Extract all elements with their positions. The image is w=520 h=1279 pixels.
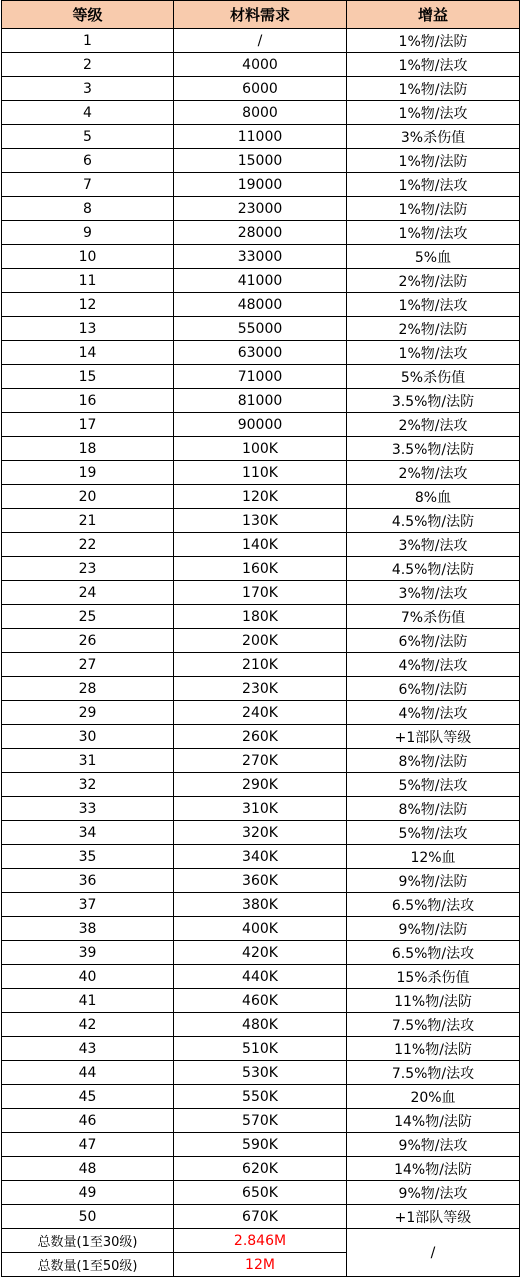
upgrade-table [1, 0, 520, 1277]
cell-level: 11 [2, 269, 174, 293]
table-row [2, 1037, 520, 1061]
cell-level: 37 [2, 893, 174, 917]
cell-gain: 3.5%物/法防 [347, 437, 520, 461]
cell-material: 510K [174, 1037, 347, 1061]
cell-material: 480K [174, 1013, 347, 1037]
table-row [2, 29, 520, 53]
cell-level: 12 [2, 293, 174, 317]
cell-material: 570K [174, 1109, 347, 1133]
cell-material: 41000 [174, 269, 347, 293]
cell-level: 23 [2, 557, 174, 581]
total-row [2, 1229, 520, 1253]
table-row [2, 821, 520, 845]
cell-level: 6 [2, 149, 174, 173]
cell-material: 200K [174, 629, 347, 653]
table-header [2, 1, 520, 29]
cell-gain: 1%物/法攻 [347, 341, 520, 365]
cell-level: 41 [2, 989, 174, 1013]
table-row [2, 365, 520, 389]
table-row [2, 245, 520, 269]
cell-gain: 11%物/法防 [347, 1037, 520, 1061]
cell-gain: 9%物/法防 [347, 917, 520, 941]
header-level: 等级 [2, 1, 174, 29]
cell-material: 140K [174, 533, 347, 557]
table-row [2, 197, 520, 221]
cell-level: 14 [2, 341, 174, 365]
cell-material: 8000 [174, 101, 347, 125]
cell-gain: 6%物/法防 [347, 629, 520, 653]
cell-gain: 7.5%物/法攻 [347, 1061, 520, 1085]
cell-level: 16 [2, 389, 174, 413]
cell-gain: 3%物/法攻 [347, 581, 520, 605]
cell-gain: 2%物/法防 [347, 269, 520, 293]
cell-material: 440K [174, 965, 347, 989]
cell-level: 46 [2, 1109, 174, 1133]
cell-gain: 11%物/法防 [347, 989, 520, 1013]
cell-material: 120K [174, 485, 347, 509]
cell-gain: 8%物/法防 [347, 797, 520, 821]
header-gain: 增益 [347, 1, 520, 29]
cell-level: 30 [2, 725, 174, 749]
cell-material: 55000 [174, 317, 347, 341]
cell-material: 170K [174, 581, 347, 605]
cell-material: 260K [174, 725, 347, 749]
cell-gain: 5%物/法攻 [347, 773, 520, 797]
cell-level: 35 [2, 845, 174, 869]
cell-gain: 9%物/法攻 [347, 1181, 520, 1205]
cell-level: 27 [2, 653, 174, 677]
table-row [2, 293, 520, 317]
cell-material: 400K [174, 917, 347, 941]
cell-material: 380K [174, 893, 347, 917]
table-row [2, 677, 520, 701]
cell-material: 670K [174, 1205, 347, 1229]
table-row [2, 341, 520, 365]
cell-material: 230K [174, 677, 347, 701]
cell-gain: 9%物/法攻 [347, 1133, 520, 1157]
cell-gain: 3.5%物/法防 [347, 389, 520, 413]
cell-material: 63000 [174, 341, 347, 365]
cell-material: 360K [174, 869, 347, 893]
cell-material: 33000 [174, 245, 347, 269]
cell-level: 21 [2, 509, 174, 533]
cell-level: 1 [2, 29, 174, 53]
table-row [2, 461, 520, 485]
cell-gain: 5%血 [347, 245, 520, 269]
cell-level: 17 [2, 413, 174, 437]
cell-level: 20 [2, 485, 174, 509]
cell-gain: 4%物/法攻 [347, 653, 520, 677]
cell-gain: 2%物/法攻 [347, 461, 520, 485]
cell-level: 38 [2, 917, 174, 941]
cell-gain: 15%杀伤值 [347, 965, 520, 989]
cell-level: 10 [2, 245, 174, 269]
table-row [2, 605, 520, 629]
cell-material: 620K [174, 1157, 347, 1181]
cell-material: 550K [174, 1085, 347, 1109]
table-row [2, 965, 520, 989]
cell-material: 650K [174, 1181, 347, 1205]
cell-material: 270K [174, 749, 347, 773]
cell-level: 13 [2, 317, 174, 341]
table-row [2, 749, 520, 773]
cell-gain: 6.5%物/法攻 [347, 893, 520, 917]
cell-gain: 1%物/法攻 [347, 221, 520, 245]
cell-material: 23000 [174, 197, 347, 221]
table-body [2, 29, 520, 1277]
cell-gain: 1%物/法防 [347, 149, 520, 173]
cell-material: 530K [174, 1061, 347, 1085]
table-row [2, 845, 520, 869]
cell-gain: 3%杀伤值 [347, 125, 520, 149]
table-row [2, 53, 520, 77]
total-label: 总数量(1至50级) [2, 1253, 174, 1277]
cell-level: 9 [2, 221, 174, 245]
header-material: 材料需求 [174, 1, 347, 29]
table-row [2, 533, 520, 557]
cell-gain: 1%物/法攻 [347, 173, 520, 197]
cell-gain: +1部队等级 [347, 725, 520, 749]
cell-level: 7 [2, 173, 174, 197]
cell-material: 240K [174, 701, 347, 725]
table-row [2, 629, 520, 653]
table-row [2, 653, 520, 677]
cell-gain: 6.5%物/法攻 [347, 941, 520, 965]
table-row [2, 101, 520, 125]
cell-level: 3 [2, 77, 174, 101]
table-row [2, 1181, 520, 1205]
cell-level: 18 [2, 437, 174, 461]
cell-material: 81000 [174, 389, 347, 413]
table-row [2, 893, 520, 917]
cell-level: 8 [2, 197, 174, 221]
cell-level: 44 [2, 1061, 174, 1085]
cell-material: 420K [174, 941, 347, 965]
cell-level: 45 [2, 1085, 174, 1109]
cell-gain: 5%杀伤值 [347, 365, 520, 389]
table-row [2, 413, 520, 437]
cell-gain: 1%物/法攻 [347, 53, 520, 77]
cell-material: 210K [174, 653, 347, 677]
table-row [2, 581, 520, 605]
cell-level: 25 [2, 605, 174, 629]
cell-level: 33 [2, 797, 174, 821]
cell-material: 160K [174, 557, 347, 581]
cell-material: 290K [174, 773, 347, 797]
cell-gain: 14%物/法防 [347, 1109, 520, 1133]
cell-material: 19000 [174, 173, 347, 197]
cell-gain: 2%物/法防 [347, 317, 520, 341]
table-row [2, 797, 520, 821]
cell-level: 48 [2, 1157, 174, 1181]
table-row [2, 1109, 520, 1133]
cell-level: 31 [2, 749, 174, 773]
table-row [2, 1133, 520, 1157]
cell-level: 19 [2, 461, 174, 485]
header-row [2, 1, 520, 29]
table-row [2, 1157, 520, 1181]
cell-gain: 4.5%物/法防 [347, 509, 520, 533]
table-row [2, 773, 520, 797]
table-row [2, 149, 520, 173]
cell-level: 24 [2, 581, 174, 605]
cell-material: 110K [174, 461, 347, 485]
cell-level: 29 [2, 701, 174, 725]
table-row [2, 869, 520, 893]
cell-level: 34 [2, 821, 174, 845]
cell-material: 590K [174, 1133, 347, 1157]
table-row [2, 437, 520, 461]
cell-gain: 1%物/法攻 [347, 101, 520, 125]
cell-material: 11000 [174, 125, 347, 149]
table-row [2, 1205, 520, 1229]
table-row [2, 125, 520, 149]
cell-level: 5 [2, 125, 174, 149]
cell-gain: 1%物/法防 [347, 77, 520, 101]
cell-material: 130K [174, 509, 347, 533]
cell-gain: 14%物/法防 [347, 1157, 520, 1181]
cell-gain: 7%杀伤值 [347, 605, 520, 629]
cell-gain: +1部队等级 [347, 1205, 520, 1229]
cell-material: 460K [174, 989, 347, 1013]
cell-level: 4 [2, 101, 174, 125]
cell-level: 40 [2, 965, 174, 989]
cell-level: 2 [2, 53, 174, 77]
total-label: 总数量(1至30级) [2, 1229, 174, 1253]
cell-material: 320K [174, 821, 347, 845]
cell-level: 28 [2, 677, 174, 701]
table-row [2, 317, 520, 341]
cell-gain: 4.5%物/法防 [347, 557, 520, 581]
table-row [2, 389, 520, 413]
cell-gain: 9%物/法防 [347, 869, 520, 893]
cell-gain: 1%物/法防 [347, 197, 520, 221]
cell-gain: 2%物/法攻 [347, 413, 520, 437]
table-row [2, 1013, 520, 1037]
table-row [2, 701, 520, 725]
cell-level: 49 [2, 1181, 174, 1205]
cell-material: 180K [174, 605, 347, 629]
total-value: 12M [174, 1253, 347, 1277]
cell-gain: 7.5%物/法攻 [347, 1013, 520, 1037]
cell-gain: 12%血 [347, 845, 520, 869]
cell-gain: 4%物/法攻 [347, 701, 520, 725]
table-row [2, 725, 520, 749]
total-gain: / [347, 1229, 520, 1277]
cell-material: 6000 [174, 77, 347, 101]
cell-material: 71000 [174, 365, 347, 389]
cell-gain: 3%物/法攻 [347, 533, 520, 557]
cell-gain: 20%血 [347, 1085, 520, 1109]
table-row [2, 269, 520, 293]
cell-level: 26 [2, 629, 174, 653]
cell-gain: 8%血 [347, 485, 520, 509]
cell-material: / [174, 29, 347, 53]
table-row [2, 509, 520, 533]
cell-level: 47 [2, 1133, 174, 1157]
cell-gain: 8%物/法防 [347, 749, 520, 773]
cell-gain: 1%物/法攻 [347, 293, 520, 317]
cell-gain: 6%物/法防 [347, 677, 520, 701]
cell-material: 310K [174, 797, 347, 821]
table-row [2, 941, 520, 965]
table-row [2, 917, 520, 941]
table-row [2, 557, 520, 581]
total-value: 2.846M [174, 1229, 347, 1253]
table-row [2, 1085, 520, 1109]
cell-material: 4000 [174, 53, 347, 77]
cell-material: 48000 [174, 293, 347, 317]
cell-material: 90000 [174, 413, 347, 437]
cell-level: 42 [2, 1013, 174, 1037]
cell-level: 36 [2, 869, 174, 893]
table-row [2, 485, 520, 509]
cell-level: 39 [2, 941, 174, 965]
cell-material: 28000 [174, 221, 347, 245]
cell-level: 22 [2, 533, 174, 557]
table-row [2, 77, 520, 101]
cell-level: 32 [2, 773, 174, 797]
table-row [2, 221, 520, 245]
cell-gain: 5%物/法攻 [347, 821, 520, 845]
cell-material: 100K [174, 437, 347, 461]
table-row [2, 1061, 520, 1085]
cell-material: 15000 [174, 149, 347, 173]
cell-material: 340K [174, 845, 347, 869]
cell-gain: 1%物/法防 [347, 29, 520, 53]
cell-level: 50 [2, 1205, 174, 1229]
cell-level: 43 [2, 1037, 174, 1061]
table-row [2, 173, 520, 197]
cell-level: 15 [2, 365, 174, 389]
table-row [2, 989, 520, 1013]
